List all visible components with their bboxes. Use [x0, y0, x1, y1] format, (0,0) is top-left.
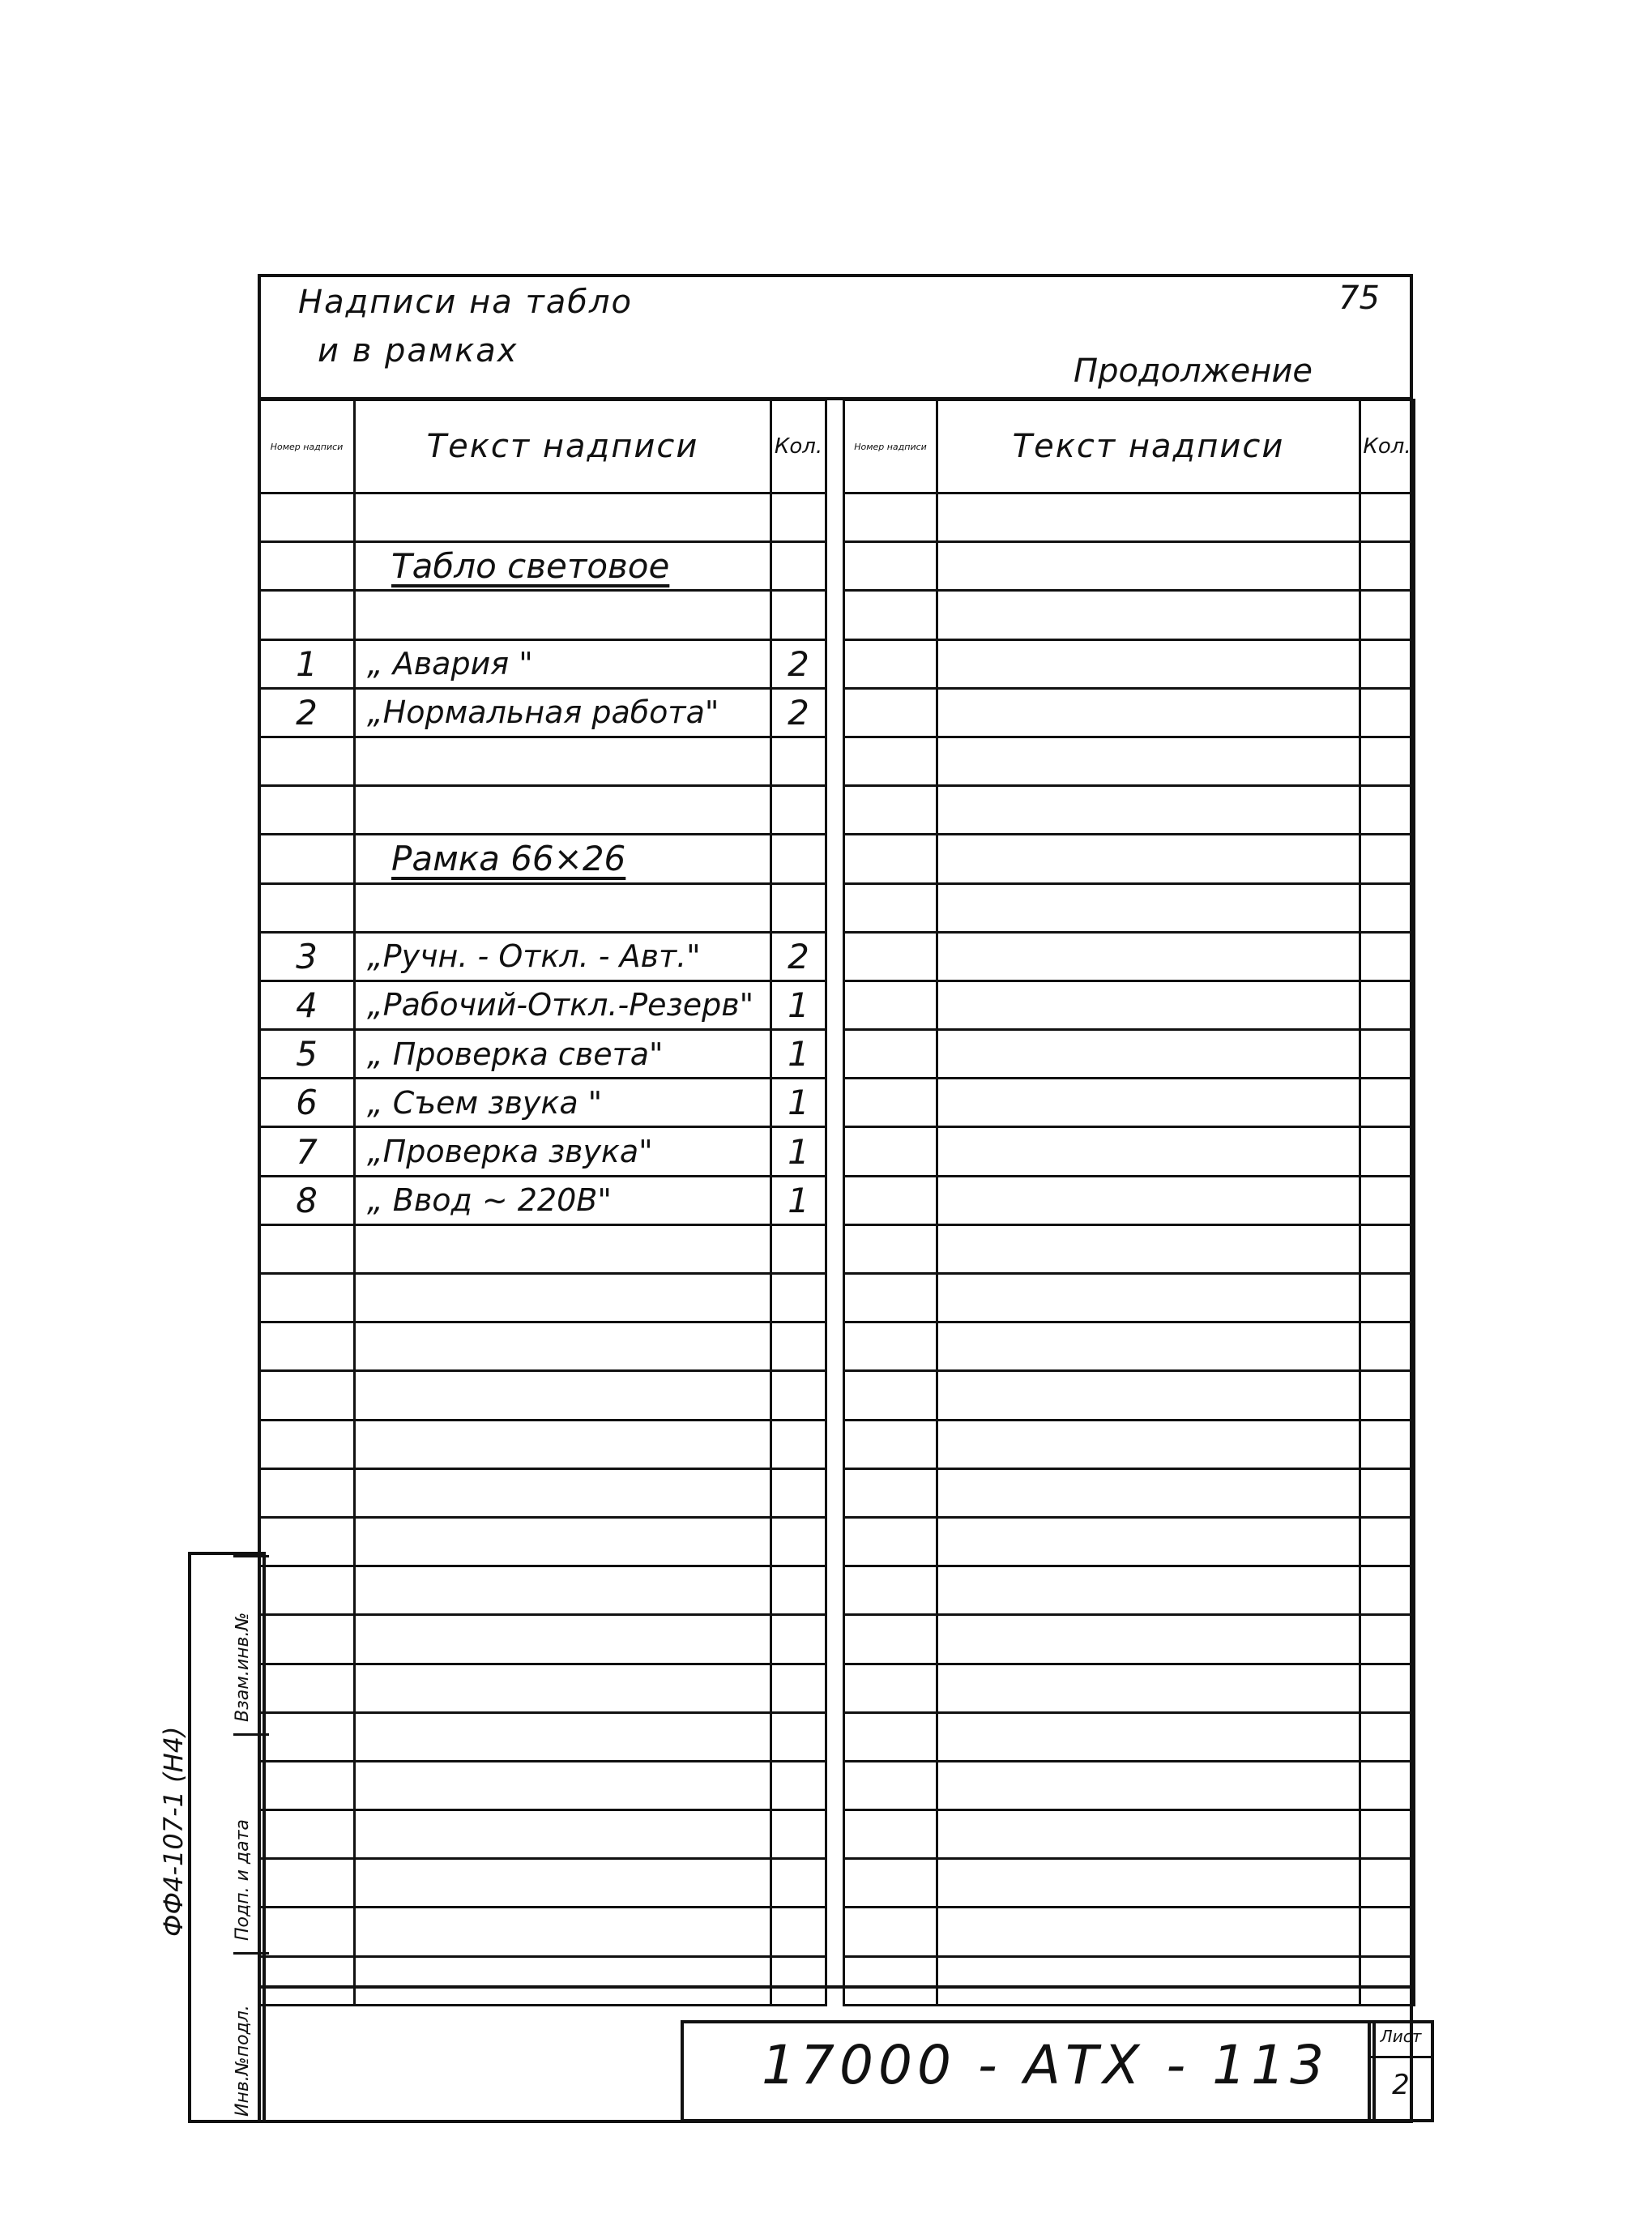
row-text [355, 883, 771, 932]
row-qty [771, 1468, 826, 1517]
col-qty-header: Кол. [771, 400, 826, 493]
row-number [844, 883, 937, 932]
row-number [844, 737, 937, 785]
row-text [937, 737, 1360, 785]
row-qty [771, 1322, 826, 1371]
row-text [355, 1859, 771, 1908]
row-qty [771, 1566, 826, 1615]
table-row [259, 1956, 826, 2005]
section-heading: Табло световое [391, 546, 670, 587]
row-qty [1360, 1322, 1415, 1371]
row-text [937, 1761, 1360, 1809]
row-number [259, 542, 355, 591]
row-number [844, 1176, 937, 1224]
col-number-header: Номер надписи [259, 400, 355, 493]
row-text [937, 835, 1360, 883]
row-number [844, 1030, 937, 1079]
row-qty [1360, 1712, 1415, 1761]
table-row [844, 1908, 1415, 1956]
row-text [937, 542, 1360, 591]
row-text [355, 1468, 771, 1517]
row-text [937, 932, 1360, 981]
row-qty [1360, 1127, 1415, 1176]
col-text-header: Текст надписи [355, 400, 771, 493]
row-number [844, 1420, 937, 1468]
table-row [259, 1030, 826, 1079]
row-text: „Проверка звука" [355, 1127, 771, 1176]
row-qty [1360, 1908, 1415, 1956]
row-number: 3 [259, 932, 355, 981]
row-number [259, 591, 355, 639]
table-bottom-line [258, 1985, 1413, 1989]
row-number: 7 [259, 1127, 355, 1176]
row-number [844, 1810, 937, 1859]
row-text [937, 1127, 1360, 1176]
row-qty [771, 1371, 826, 1420]
row-number [259, 737, 355, 785]
table-row [259, 1664, 826, 1712]
row-text: „ Ввод ~ 220В" [355, 1176, 771, 1224]
row-text: „Рабочий-Откл.-Резерв" [355, 981, 771, 1029]
table-row [844, 1079, 1415, 1127]
table-row [844, 1615, 1415, 1664]
row-qty: 2 [771, 688, 826, 737]
row-text [355, 1956, 771, 2005]
row-number [844, 981, 937, 1029]
row-text [355, 1908, 771, 1956]
row-qty: 1 [771, 981, 826, 1029]
row-qty [771, 542, 826, 591]
row-text [937, 639, 1360, 688]
row-number: 1 [259, 639, 355, 688]
row-qty [1360, 835, 1415, 883]
stamp-inv-label: Инв.№подл. [233, 2005, 253, 2117]
row-text [937, 1566, 1360, 1615]
row-number [259, 1224, 355, 1273]
row-text [937, 1176, 1360, 1224]
row-number: 4 [259, 981, 355, 1029]
row-number [844, 1274, 937, 1322]
row-number [259, 1859, 355, 1908]
row-qty [1360, 1615, 1415, 1664]
table-row [844, 639, 1415, 688]
sheet-box [1368, 2020, 1434, 2122]
row-qty [771, 1859, 826, 1908]
document-number: 17000 - АТХ - 113 [762, 2034, 1330, 2096]
row-number [844, 1712, 937, 1761]
table-row [844, 591, 1415, 639]
row-number [844, 1908, 937, 1956]
table-row [844, 1664, 1415, 1712]
table-row [844, 688, 1415, 737]
table-row [844, 1030, 1415, 1079]
row-text [937, 981, 1360, 1029]
row-text [937, 1810, 1360, 1859]
sheet-label: Лист [1380, 2027, 1422, 2046]
row-text [937, 1468, 1360, 1517]
row-number [259, 1371, 355, 1420]
row-qty [771, 1956, 826, 2005]
row-qty [1360, 981, 1415, 1029]
row-number [844, 1224, 937, 1273]
row-number [844, 786, 937, 835]
stamp-sign-label: Подп. и дата [233, 1819, 253, 1941]
row-text [355, 1420, 771, 1468]
row-text [937, 1712, 1360, 1761]
table-row [844, 1566, 1415, 1615]
row-qty [1360, 688, 1415, 737]
row-qty [1360, 1468, 1415, 1517]
row-qty [1360, 932, 1415, 981]
col-text-header: Текст надписи [937, 400, 1360, 493]
row-number [259, 1468, 355, 1517]
row-qty [1360, 1420, 1415, 1468]
row-qty: 1 [771, 1079, 826, 1127]
row-text [937, 1030, 1360, 1079]
row-number [844, 1468, 937, 1517]
table-row [259, 1908, 826, 1956]
table-row [844, 835, 1415, 883]
table-row [259, 639, 826, 688]
row-qty [1360, 1664, 1415, 1712]
row-number [844, 1517, 937, 1566]
row-text [355, 1664, 771, 1712]
row-text: „ Авария " [355, 639, 771, 688]
row-qty [1360, 639, 1415, 688]
row-number [844, 932, 937, 981]
document-title: Надписи на табло [298, 284, 633, 321]
row-number [844, 1956, 937, 2005]
table-row [259, 1274, 826, 1322]
row-qty [771, 1712, 826, 1761]
row-qty [771, 1224, 826, 1273]
page-number: 75 [1338, 280, 1380, 317]
row-qty [1360, 1224, 1415, 1273]
row-qty [1360, 1517, 1415, 1566]
row-number [844, 1566, 937, 1615]
table-row [259, 1224, 826, 1273]
table-row [259, 1517, 826, 1566]
table-row [259, 786, 826, 835]
row-text: „Нормальная работа" [355, 688, 771, 737]
table-row [844, 1956, 1415, 2005]
table-row [259, 1566, 826, 1615]
row-qty: 1 [771, 1030, 826, 1079]
table-row [844, 1224, 1415, 1273]
inscriptions-table-left [258, 399, 827, 2006]
document-subtitle: и в рамках [318, 332, 519, 370]
row-number [259, 1908, 355, 1956]
row-number [844, 493, 937, 542]
table-row [259, 1615, 826, 1664]
row-text [937, 493, 1360, 542]
row-text [355, 737, 771, 785]
row-number [844, 1761, 937, 1809]
row-text: „Ручн. - Откл. - Авт." [355, 932, 771, 981]
row-qty [771, 883, 826, 932]
row-text [355, 1371, 771, 1420]
sheet-divider [1371, 2056, 1431, 2058]
table-row [844, 1517, 1415, 1566]
row-number [844, 1664, 937, 1712]
row-number [259, 1420, 355, 1468]
row-text [937, 1859, 1360, 1908]
row-text [355, 1224, 771, 1273]
row-qty [1360, 1176, 1415, 1224]
row-qty [771, 1517, 826, 1566]
row-text [355, 1566, 771, 1615]
continuation-label: Продолжение [1074, 352, 1313, 390]
row-text [937, 1956, 1360, 2005]
table-row [259, 1859, 826, 1908]
row-text [355, 1712, 771, 1761]
row-qty: 2 [771, 639, 826, 688]
row-qty [1360, 542, 1415, 591]
col-number-header: Номер надписи [844, 400, 937, 493]
table-row [844, 883, 1415, 932]
row-number: 8 [259, 1176, 355, 1224]
table-row [259, 591, 826, 639]
row-number [259, 493, 355, 542]
row-text [355, 835, 771, 883]
row-text [937, 883, 1360, 932]
row-qty: 1 [771, 1127, 826, 1176]
row-text [355, 1322, 771, 1371]
row-text [355, 1761, 771, 1809]
row-number [844, 639, 937, 688]
table-row [259, 1371, 826, 1420]
row-number [259, 786, 355, 835]
row-text [355, 1615, 771, 1664]
table-row [844, 493, 1415, 542]
row-qty [771, 835, 826, 883]
row-qty [771, 1274, 826, 1322]
table-row [259, 1127, 826, 1176]
table-row [259, 1761, 826, 1809]
table-row [259, 981, 826, 1029]
row-qty [1360, 1761, 1415, 1809]
row-number [259, 835, 355, 883]
row-text [937, 1322, 1360, 1371]
row-number [844, 1859, 937, 1908]
table-row [844, 737, 1415, 785]
row-number [844, 542, 937, 591]
row-number [259, 1274, 355, 1322]
row-text [937, 786, 1360, 835]
row-qty: 2 [771, 932, 826, 981]
row-text [937, 1224, 1360, 1273]
row-qty [1360, 883, 1415, 932]
row-number [259, 1664, 355, 1712]
table-row [259, 1712, 826, 1761]
table-row [844, 1712, 1415, 1761]
row-number [844, 688, 937, 737]
table-row [844, 1127, 1415, 1176]
table-row [844, 981, 1415, 1029]
row-number [259, 1712, 355, 1761]
row-number [259, 883, 355, 932]
row-qty [771, 1908, 826, 1956]
table-row [844, 1371, 1415, 1420]
row-number [844, 1615, 937, 1664]
row-qty [1360, 1810, 1415, 1859]
row-text [355, 1810, 771, 1859]
row-qty [1360, 1566, 1415, 1615]
table-row [259, 883, 826, 932]
table-row [844, 1274, 1415, 1322]
row-text [937, 1420, 1360, 1468]
row-number [259, 1566, 355, 1615]
table-row [259, 1079, 826, 1127]
row-text [355, 542, 771, 591]
row-text [937, 1079, 1360, 1127]
row-number: 6 [259, 1079, 355, 1127]
row-number [844, 835, 937, 883]
row-text [937, 1517, 1360, 1566]
table-row [844, 1322, 1415, 1371]
table-row [259, 835, 826, 883]
table-row [259, 737, 826, 785]
row-text [355, 591, 771, 639]
row-text [355, 493, 771, 542]
inscriptions-table-right [843, 399, 1415, 2006]
row-text [937, 1615, 1360, 1664]
row-number [844, 1371, 937, 1420]
row-text [937, 591, 1360, 639]
row-qty [1360, 1079, 1415, 1127]
row-number [259, 1322, 355, 1371]
table-row [844, 1859, 1415, 1908]
row-qty [1360, 1030, 1415, 1079]
table-row [259, 542, 826, 591]
table-row [844, 1176, 1415, 1224]
row-text [355, 786, 771, 835]
row-qty [771, 493, 826, 542]
stamp-project-code: ФФ4-107-1 (Н4) [158, 1726, 189, 1937]
table-row [259, 1468, 826, 1517]
table-row [844, 1420, 1415, 1468]
row-number [844, 1127, 937, 1176]
row-qty [1360, 1371, 1415, 1420]
side-stamp [188, 1552, 266, 2123]
table-row [259, 1176, 826, 1224]
row-text: „ Съем звука " [355, 1079, 771, 1127]
row-text [937, 1371, 1360, 1420]
table-row [259, 1420, 826, 1468]
row-qty [771, 1810, 826, 1859]
row-text [937, 1664, 1360, 1712]
row-text [355, 1274, 771, 1322]
row-qty [1360, 1274, 1415, 1322]
sheet-number: 2 [1392, 2069, 1410, 2101]
row-qty [771, 1420, 826, 1468]
row-number [259, 1956, 355, 2005]
row-qty [771, 786, 826, 835]
row-qty [771, 1761, 826, 1809]
row-text: „ Проверка света" [355, 1030, 771, 1079]
row-qty [1360, 1859, 1415, 1908]
section-heading: Рамка 66×26 [391, 839, 626, 879]
row-number [844, 1322, 937, 1371]
table-row [844, 786, 1415, 835]
table-row [259, 688, 826, 737]
row-number [844, 591, 937, 639]
row-qty [1360, 737, 1415, 785]
table-row [844, 932, 1415, 981]
table-row [844, 1468, 1415, 1517]
row-text [937, 1908, 1360, 1956]
col-qty-header: Кол. [1360, 400, 1415, 493]
row-number: 2 [259, 688, 355, 737]
row-text [937, 1274, 1360, 1322]
row-qty [771, 591, 826, 639]
row-number [259, 1810, 355, 1859]
row-qty [1360, 493, 1415, 542]
row-qty [771, 737, 826, 785]
row-qty [1360, 591, 1415, 639]
table-row [259, 932, 826, 981]
row-number: 5 [259, 1030, 355, 1079]
stamp-replace-label: Взам.инв.№ [233, 1612, 253, 1722]
table-row [259, 1810, 826, 1859]
table-row [844, 1810, 1415, 1859]
table-row [844, 1761, 1415, 1809]
table-row [844, 542, 1415, 591]
row-number [259, 1761, 355, 1809]
row-qty [771, 1615, 826, 1664]
row-number [259, 1517, 355, 1566]
row-qty [1360, 1956, 1415, 2005]
row-text [937, 688, 1360, 737]
row-number [844, 1079, 937, 1127]
table-row [259, 1322, 826, 1371]
row-qty [1360, 786, 1415, 835]
row-number [259, 1615, 355, 1664]
row-text [355, 1517, 771, 1566]
row-qty: 1 [771, 1176, 826, 1224]
table-row [259, 493, 826, 542]
row-qty [771, 1664, 826, 1712]
